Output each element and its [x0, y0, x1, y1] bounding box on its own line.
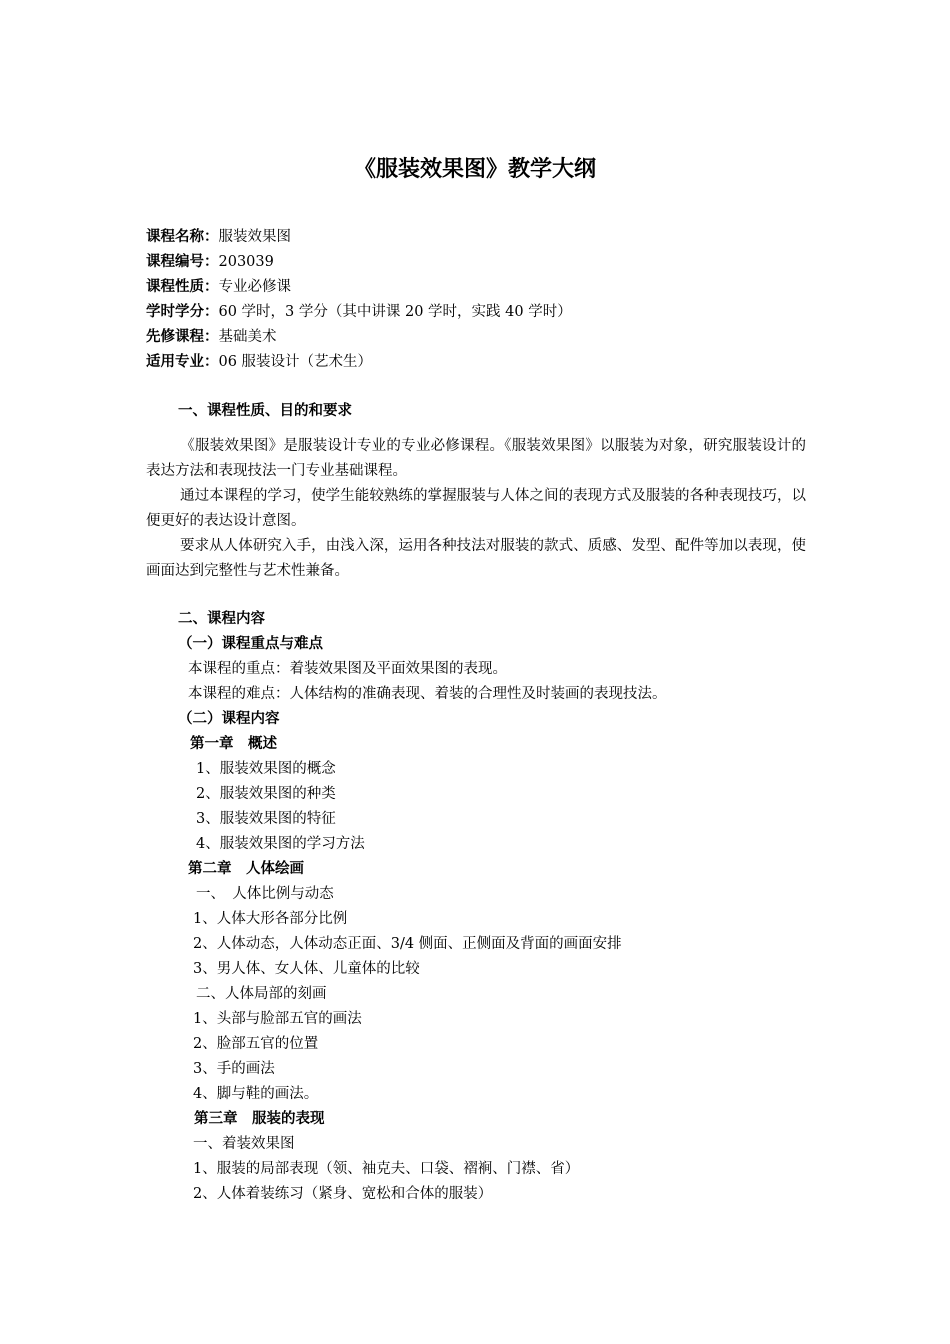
- subsection-key-points: （一）课程重点与难点: [178, 636, 323, 652]
- meta-course-name: [146, 224, 291, 249]
- chapter2-item: 2、脸部五官的位置: [193, 1036, 319, 1052]
- chapter3-item: 1、服装的局部表现（领、袖克夫、口袋、褶裥、门襟、省）: [193, 1161, 580, 1177]
- chapter2-part2: 二、人体局部的刻画: [196, 986, 327, 1002]
- chapter3-part1: 一、着装效果图: [193, 1136, 295, 1152]
- meta-major: [146, 349, 372, 374]
- meta-value: 专业必修课: [218, 279, 291, 295]
- chapter1-title: 第一章 概述: [190, 736, 277, 752]
- paragraph-text: 要求从人体研究入手，由浅入深，运用各种技法对服装的款式、质感、发型、配件等加以表现，使画面达到完整性与艺术性兼备。: [146, 538, 806, 579]
- meta-value: 60 学时，3 学分（其中讲课 20 学时，实践 40 学时）: [218, 304, 572, 320]
- meta-course-code: [146, 249, 274, 274]
- meta-course-type: [146, 274, 291, 299]
- chapter3-title: 第三章 服装的表现: [194, 1111, 325, 1127]
- chapter2-title: 第二章 人体绘画: [188, 861, 304, 877]
- chapter2-item: 1、头部与脸部五官的画法: [193, 1011, 362, 1027]
- meta-label: 课程名称：: [146, 229, 219, 245]
- chapter2-item: 4、脚与鞋的画法。: [193, 1086, 319, 1102]
- chapter1-item: 2、服装效果图的种类: [196, 786, 336, 802]
- meta-label: 课程编号：: [146, 254, 219, 270]
- section2-heading: 二、课程内容: [178, 611, 265, 627]
- meta-value: 服装效果图: [218, 229, 291, 245]
- paragraph-text: 《服装效果图》是服装设计专业的专业必修课程。《服装效果图》以服装为对象，研究服装设计的表达方法和表现技法一门专业基础课程。: [146, 438, 806, 479]
- section1-paragraph: [146, 534, 806, 584]
- section1-paragraph: [146, 484, 806, 534]
- meta-value: 基础美术: [218, 329, 277, 345]
- paragraph-text: 通过本课程的学习，使学生能较熟练的掌握服装与人体之间的表现方式及服装的各种表现技巧，以便更好的表达设计意图。: [146, 488, 806, 529]
- chapter2-item: 3、男人体、女人体、儿童体的比较: [193, 961, 420, 977]
- chapter2-item: 3、手的画法: [193, 1061, 275, 1077]
- meta-hours-credits: [146, 299, 572, 324]
- chapter2-item: 1、人体大形各部分比例: [193, 911, 348, 927]
- meta-label: 适用专业：: [146, 354, 219, 370]
- meta-label: 课程性质：: [146, 279, 219, 295]
- chapter3-item: 2、人体着装练习（紧身、宽松和合体的服装）: [193, 1186, 493, 1202]
- key-point-text: 本课程的重点：着装效果图及平面效果图的表现。: [188, 661, 507, 677]
- meta-value: 06 服装设计（艺术生）: [218, 354, 373, 370]
- section1-heading: 一、课程性质、目的和要求: [178, 403, 352, 419]
- section1-paragraph: [146, 434, 806, 484]
- chapter1-item: 1、服装效果图的概念: [196, 761, 336, 777]
- chapter2-part1: 一、 人体比例与动态: [196, 886, 334, 902]
- meta-prerequisite: [146, 324, 277, 349]
- subsection-content: （二）课程内容: [178, 711, 280, 727]
- difficulty-text: 本课程的难点：人体结构的准确表现、着装的合理性及时装画的表现技法。: [188, 686, 667, 702]
- meta-label: 先修课程：: [146, 329, 219, 345]
- meta-label: 学时学分：: [146, 304, 219, 320]
- chapter2-item: 2、人体动态，人体动态正面、3/4 侧面、正侧面及背面的画面安排: [193, 936, 622, 952]
- chapter1-item: 4、服装效果图的学习方法: [196, 836, 365, 852]
- chapter1-item: 3、服装效果图的特征: [196, 811, 336, 827]
- meta-value: 203039: [218, 254, 274, 270]
- page-title: 《服装效果图》教学大纲: [353, 157, 596, 182]
